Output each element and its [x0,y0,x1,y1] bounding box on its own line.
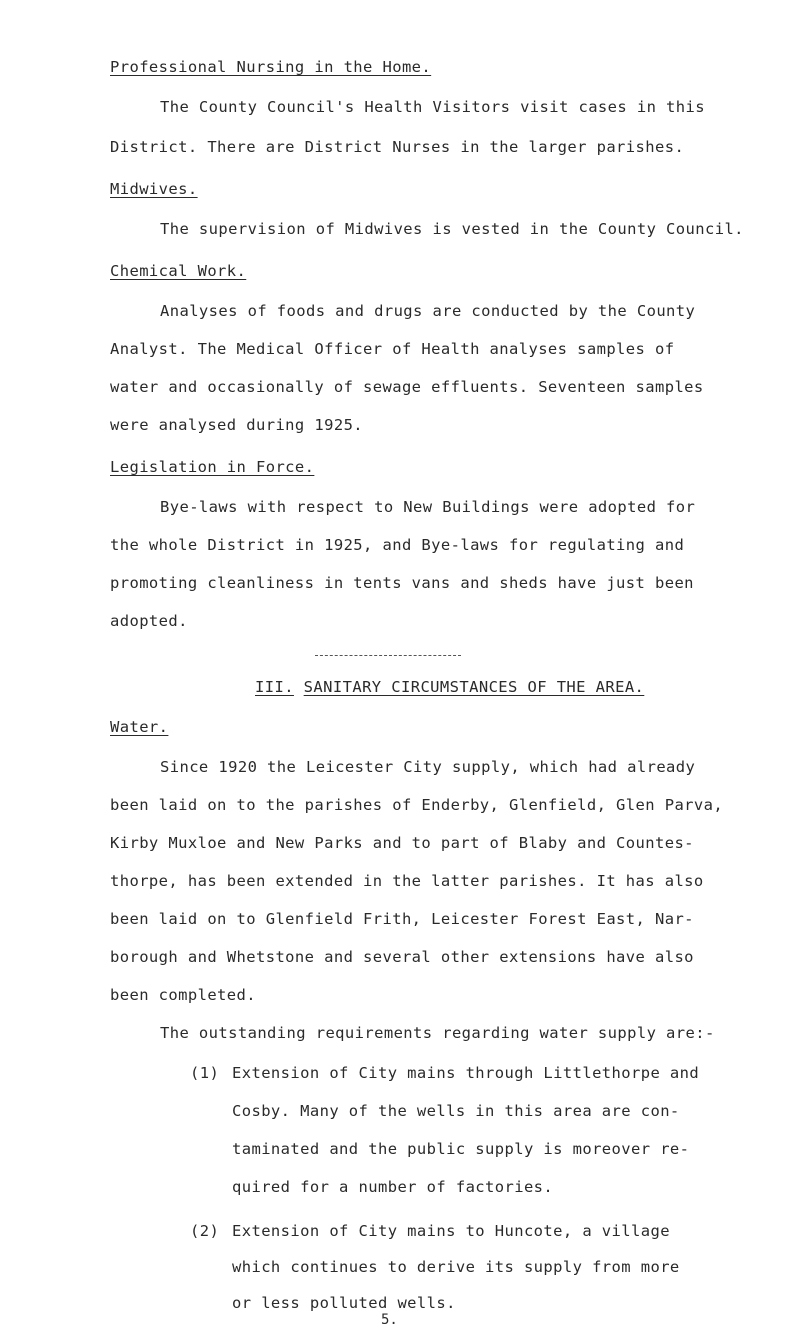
nursing-line-1: The County Council's Health Visitors visit cases in this [160,98,705,116]
water-item-1-line-3: taminated and the public supply is moreover re- [232,1140,690,1158]
section-heading-chemical-work: Chemical Work. [110,262,247,280]
water-line-1: Since 1920 the Leicester City supply, which had already [160,758,696,776]
water-line-4: thorpe, has been extended in the latter parishes. It has also [110,872,704,890]
section-heading-water: Water. [110,718,169,736]
legislation-line-1: Bye-laws with respect to New Buildings were adopted for [160,498,696,516]
part-heading-number: III. [255,678,294,696]
water-line-5: been laid on to Glenfield Frith, Leicester Forest East, Nar- [110,910,694,928]
part-heading-title: SANITARY CIRCUMSTANCES OF THE AREA. [303,678,645,696]
water-item-2-line-1: Extension of City mains to Huncote, a village [232,1222,670,1240]
chemical-line-2: Analyst. The Medical Officer of Health analyses samples of [110,340,675,358]
nursing-line-2: District. There are District Nurses in the larger parishes. [110,138,685,156]
page-number: 5. [381,1312,398,1328]
section-heading-midwives: Midwives. [110,180,198,198]
section-heading-nursing: Professional Nursing in the Home. [110,58,432,76]
water-item-2-number: (2) [190,1222,220,1240]
water-line-2: been laid on to the parishes of Enderby, Glenfield, Glen Parva, [110,796,724,814]
section-heading-legislation: Legislation in Force. [110,458,315,476]
legislation-line-4: adopted. [110,612,188,630]
chemical-line-3: water and occasionally of sewage effluents. Seventeen samples [110,378,704,396]
water-item-1-line-4: quired for a number of factories. [232,1178,554,1196]
section-divider [315,655,461,656]
legislation-line-3: promoting cleanliness in tents vans and sheds have just been [110,574,694,592]
legislation-line-2: the whole District in 1925, and Bye-laws for regulating and [110,536,685,554]
water-item-2-line-2: which continues to derive its supply from more [232,1258,680,1276]
water-item-1-number: (1) [190,1064,220,1082]
water-line-7: been completed. [110,986,256,1004]
midwives-line-1: The supervision of Midwives is vested in the County Council. [160,220,744,238]
water-line-6: borough and Whetstone and several other extensions have also [110,948,694,966]
water-item-1-line-1: Extension of City mains through Littlethorpe and [232,1064,700,1082]
water-line-3: Kirby Muxloe and New Parks and to part of Blaby and Countes- [110,834,694,852]
water-item-1-line-2: Cosby. Many of the wells in this area are con- [232,1102,680,1120]
chemical-line-1: Analyses of foods and drugs are conducted by the County [160,302,696,320]
part-heading [255,678,644,696]
chemical-line-4: were analysed during 1925. [110,416,364,434]
water-line-8: The outstanding requirements regarding water supply are:- [160,1024,715,1042]
water-item-2-line-3: or less polluted wells. [232,1294,456,1312]
